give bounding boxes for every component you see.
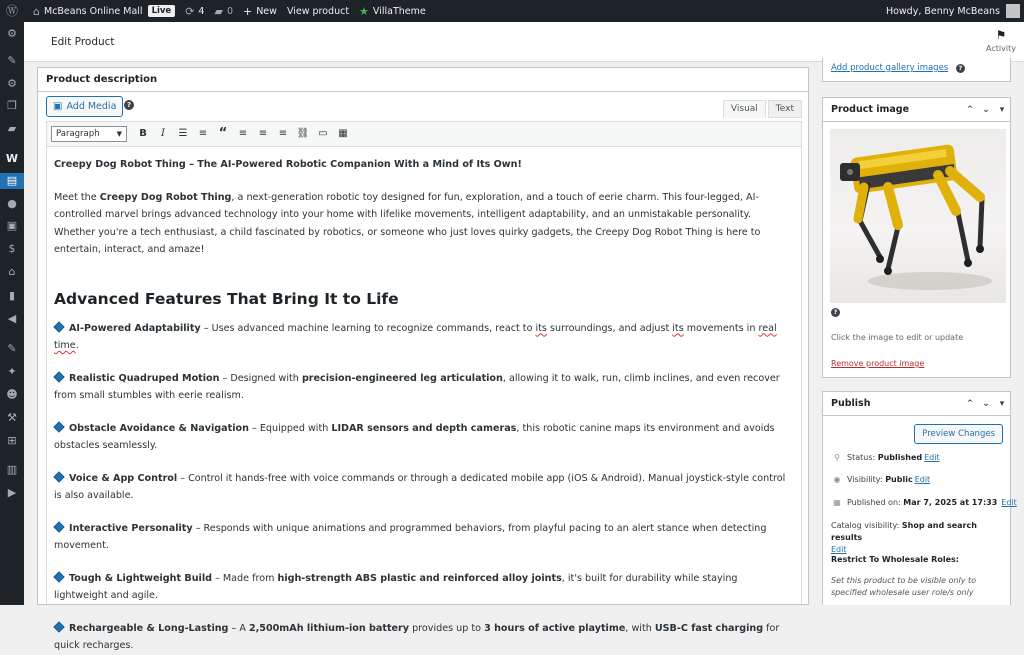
feature-bold: 3 hours of active playtime xyxy=(484,622,626,634)
edit-visibility-link[interactable]: Edit xyxy=(914,475,931,484)
tab-text[interactable]: Text xyxy=(768,100,802,118)
feature-text: for quick recharges. xyxy=(54,622,780,651)
menu-woocommerce-icon[interactable]: W xyxy=(5,152,19,165)
star-icon: ★ xyxy=(359,4,369,18)
menu-settings-icon[interactable]: ⚙ xyxy=(7,77,17,90)
feature-item xyxy=(54,470,794,505)
menu-plugins-icon[interactable]: ✦ xyxy=(7,365,17,378)
visibility-row xyxy=(831,475,930,484)
catalog-label: Catalog visibility: xyxy=(831,521,902,530)
updates-link[interactable] xyxy=(180,0,209,22)
live-badge: Live xyxy=(148,5,176,17)
feature-bold: LIDAR sensors and depth cameras xyxy=(331,422,517,434)
view-product-label: View product xyxy=(286,5,350,17)
status-row xyxy=(831,453,940,462)
menu-comments-icon[interactable]: ▰ xyxy=(7,122,17,135)
menu-forms-icon[interactable]: ▣ xyxy=(6,219,18,232)
updates-icon: ⟳ xyxy=(185,4,195,18)
feature-item xyxy=(54,420,794,455)
help-icon[interactable]: ? xyxy=(956,64,965,73)
feature-text: , with xyxy=(625,622,655,634)
feature-title: Realistic Quadruped Motion xyxy=(69,372,220,384)
comments-count: 0 xyxy=(226,5,233,17)
calendar-icon: ▦ xyxy=(833,498,841,507)
page-header xyxy=(24,22,1024,62)
align-right-icon[interactable]: ≡ xyxy=(278,128,288,139)
menu-play-icon[interactable]: ▶ xyxy=(7,486,17,499)
menu-marketing-icon[interactable]: ◀ xyxy=(7,312,17,325)
feature-title: Tough & Lightweight Build xyxy=(69,572,212,584)
robot-dog-image xyxy=(830,129,1006,303)
view-product-link[interactable] xyxy=(282,0,354,22)
menu-vip-icon[interactable]: ⚙ xyxy=(7,27,17,40)
feature-bold: high-strength ABS plastic and reinforced alloy joints xyxy=(277,572,562,584)
link-icon[interactable]: ⛓ xyxy=(296,128,310,139)
editor-content[interactable] xyxy=(46,147,802,651)
admin-bar xyxy=(0,0,1024,22)
catalog-visibility-row xyxy=(831,520,1006,556)
align-left-icon[interactable]: ≡ xyxy=(238,128,248,139)
feature-bold: USB-C fast charging xyxy=(654,622,764,634)
comments-link[interactable] xyxy=(209,0,238,22)
diamond-icon xyxy=(53,571,64,582)
caret-down-icon: ▼ xyxy=(116,130,122,138)
intro-title: Creepy Dog Robot Thing – The AI-Powered Robotic Companion With a Mind of Its Own! xyxy=(54,159,522,170)
visibility-label: Visibility: xyxy=(847,475,886,484)
feature-bold: 2,500mAh lithium-ion battery xyxy=(248,622,410,634)
feature-title: Rechargeable & Long-Lasting xyxy=(69,622,229,634)
menu-media-icon[interactable]: ▥ xyxy=(6,463,18,476)
blockquote-icon[interactable]: “ xyxy=(218,126,228,141)
align-center-icon[interactable]: ≡ xyxy=(258,128,268,139)
menu-appearance-icon[interactable]: ✎ xyxy=(7,342,17,355)
activity-button[interactable] xyxy=(986,28,1016,53)
villatheme-link[interactable] xyxy=(354,0,431,22)
publish-title: Publish xyxy=(831,398,871,409)
menu-products-icon[interactable]: ▤ xyxy=(0,173,24,189)
villatheme-label: VillaTheme xyxy=(372,5,426,17)
feature-title: Voice & App Control xyxy=(69,472,178,484)
howdy-text: Howdy, Benny McBeans xyxy=(885,5,1000,17)
help-icon[interactable]: ? xyxy=(831,308,840,317)
menu-stats-icon[interactable]: ▮ xyxy=(8,289,16,302)
feature-text: – Responds with unique animations and programmed behaviors, from playful pacing to an alert stance when detecting movement. xyxy=(54,522,767,551)
feature-text: movements in xyxy=(683,322,759,334)
feature-bold: precision-engineered leg articulation xyxy=(301,372,503,384)
media-row xyxy=(46,96,802,120)
feature-title: AI-Powered Adaptability xyxy=(69,322,201,334)
feature-text: – A xyxy=(228,622,249,634)
features-heading: Advanced Features That Bring It to Life xyxy=(54,289,399,308)
feature-text: surroundings, and adjust xyxy=(546,322,673,334)
site-name-link[interactable] xyxy=(28,0,180,22)
chevron-up-icon[interactable]: ⌃ xyxy=(966,398,974,409)
bold-icon[interactable]: B xyxy=(139,128,147,139)
wordpress-logo-button[interactable] xyxy=(0,0,28,22)
feature-title: Obstacle Avoidance & Navigation xyxy=(69,422,249,434)
menu-store-icon[interactable]: ⌂ xyxy=(8,265,16,278)
feature-text: , allowing it to walk, run, climb inclines, and even recover from small stumbles with eerie realism. xyxy=(54,372,780,401)
intro-bold: Creepy Dog Robot Thing xyxy=(99,191,232,203)
edit-catalog-link[interactable]: Edit xyxy=(831,545,847,554)
diamond-icon xyxy=(53,321,64,332)
diamond-icon xyxy=(53,471,64,482)
feature-item xyxy=(54,520,794,555)
status-value: Published xyxy=(877,453,923,462)
preview-changes-button[interactable]: Preview Changes xyxy=(914,424,1003,444)
menu-tools-icon[interactable]: ⚒ xyxy=(7,411,17,424)
catalog-value: Shop and search results xyxy=(831,521,977,542)
wholesale-title: Restrict To Wholesale Roles: xyxy=(831,555,959,564)
site-name: McBeans Online Mall xyxy=(44,5,143,17)
my-account-link[interactable] xyxy=(881,0,1024,22)
toolbar-toggle-icon[interactable]: ▦ xyxy=(338,128,348,139)
help-icon[interactable]: ? xyxy=(124,100,134,110)
feature-text: – Made from xyxy=(212,572,278,584)
menu-grid-icon[interactable]: ⊞ xyxy=(7,434,17,447)
new-label: New xyxy=(256,5,277,17)
admin-side-menu xyxy=(0,22,24,605)
spellcheck-word: real time xyxy=(54,322,777,351)
product-image-thumbnail[interactable] xyxy=(830,129,1006,303)
publish-box xyxy=(822,391,1017,605)
pin-icon: ⚲ xyxy=(834,453,840,462)
status-label: Status: xyxy=(847,453,878,462)
home-icon: ⌂ xyxy=(33,4,40,18)
format-select[interactable] xyxy=(51,126,127,142)
product-image-header xyxy=(823,98,1010,122)
editor-mode-tabs xyxy=(721,100,802,118)
feature-item xyxy=(54,620,794,655)
activity-label: Activity xyxy=(986,44,1016,53)
feature-text: – Equipped with xyxy=(248,422,332,434)
product-description-box xyxy=(37,67,809,651)
chevron-down-icon[interactable]: ⌄ xyxy=(982,398,990,409)
tab-visual[interactable]: Visual xyxy=(723,100,766,118)
add-media-button[interactable] xyxy=(46,96,123,117)
feature-text: , this robotic canine maps its environment and avoids obstacles seamlessly. xyxy=(54,422,775,451)
product-image-title: Product image xyxy=(831,104,910,115)
publish-header xyxy=(823,392,1010,416)
menu-users-icon[interactable]: ☻ xyxy=(6,388,18,401)
feature-text: . xyxy=(75,340,79,351)
feature-item xyxy=(54,320,794,355)
intro-paragraph xyxy=(54,189,794,259)
italic-icon[interactable]: I xyxy=(161,128,165,139)
visibility-value: Public xyxy=(885,475,913,484)
editor-toolbar xyxy=(46,121,802,147)
menu-pages-icon[interactable]: ❐ xyxy=(7,99,17,112)
wordpress-icon: Ⓦ xyxy=(6,4,19,18)
add-media-label: Add Media xyxy=(66,101,117,112)
diamond-icon xyxy=(53,371,64,382)
avatar xyxy=(1006,4,1020,18)
plus-icon: + xyxy=(242,4,253,18)
updates-count: 4 xyxy=(198,5,205,17)
edit-date-link[interactable]: Edit xyxy=(1001,498,1017,507)
diamond-icon xyxy=(53,421,64,432)
intro-pre: Meet the xyxy=(54,191,100,203)
chevron-up-icon[interactable]: ⌃ xyxy=(966,104,974,115)
product-description-title: Product description xyxy=(38,68,808,92)
spellcheck-word: its xyxy=(535,322,547,334)
menu-analytics-icon[interactable]: ● xyxy=(7,197,17,210)
image-edit-hint: Click the image to edit or update xyxy=(831,333,964,342)
published-label: Published on: xyxy=(847,498,904,507)
feature-text: – Uses advanced machine learning to recognize commands, react to xyxy=(200,322,536,334)
add-gallery-images-link[interactable]: Add product gallery images xyxy=(831,63,949,73)
intro-post: , a next-generation robotic toy designed for fun, exploration, and a touch of eerie charm. This four-legged, AI-controlled marvel brings advanced technology into your home with lifelike movements, intelligent adaptability, and an unmistakable personality. Whether you're a tech enthusiast, a child fascinated by robotics, or someone who just loves quirky gadgets, the Creepy Dog Robot Thing is here to entertain, interact, and amaze! xyxy=(54,191,761,255)
feature-text: – Designed with xyxy=(219,372,302,384)
bullet-list-icon[interactable]: ☰ xyxy=(178,128,188,139)
spellcheck-word: its xyxy=(672,322,684,334)
read-more-icon[interactable]: ▭ xyxy=(318,128,328,139)
feature-item xyxy=(54,370,794,405)
edit-status-link[interactable]: Edit xyxy=(924,453,940,462)
product-image-box xyxy=(822,97,1011,378)
intro-title-paragraph xyxy=(54,156,794,174)
feature-text: – Control it hands-free with voice commands or through a dedicated mobile app (iOS & Android). Manual joystick-style control is also available. xyxy=(54,472,786,501)
feature-item xyxy=(54,570,794,605)
caret-down-icon[interactable]: ▾ xyxy=(999,398,1005,409)
new-content-link[interactable] xyxy=(238,0,282,22)
format-select-value: Paragraph xyxy=(56,129,100,139)
page-title: Edit Product xyxy=(51,36,115,48)
feature-title: Interactive Personality xyxy=(69,522,193,534)
menu-payments-icon[interactable]: $ xyxy=(8,242,16,255)
diamond-icon xyxy=(53,621,64,632)
wholesale-hint: Set this product to be visible only to specified wholesale user role/s only xyxy=(831,576,977,597)
feature-text: provides up to xyxy=(409,622,485,634)
numbered-list-icon[interactable]: ≡ xyxy=(198,128,208,139)
media-icon: ▣ xyxy=(53,101,63,112)
published-value: Mar 7, 2025 at 17:33 xyxy=(903,498,998,507)
published-row xyxy=(831,498,1017,507)
diamond-icon xyxy=(53,521,64,532)
remove-product-image-link[interactable]: Remove product image xyxy=(831,359,925,368)
product-gallery-box xyxy=(822,58,1011,82)
caret-down-icon[interactable]: ▾ xyxy=(999,104,1005,115)
chevron-down-icon[interactable]: ⌄ xyxy=(982,104,990,115)
menu-pin-icon[interactable]: ✎ xyxy=(7,54,17,67)
feature-text: , it's built for durability while staying lightweight and agile. xyxy=(54,572,738,601)
comment-icon: ▰ xyxy=(214,4,223,18)
eye-icon: ◉ xyxy=(833,475,841,484)
flag-icon: ⚑ xyxy=(995,28,1007,42)
